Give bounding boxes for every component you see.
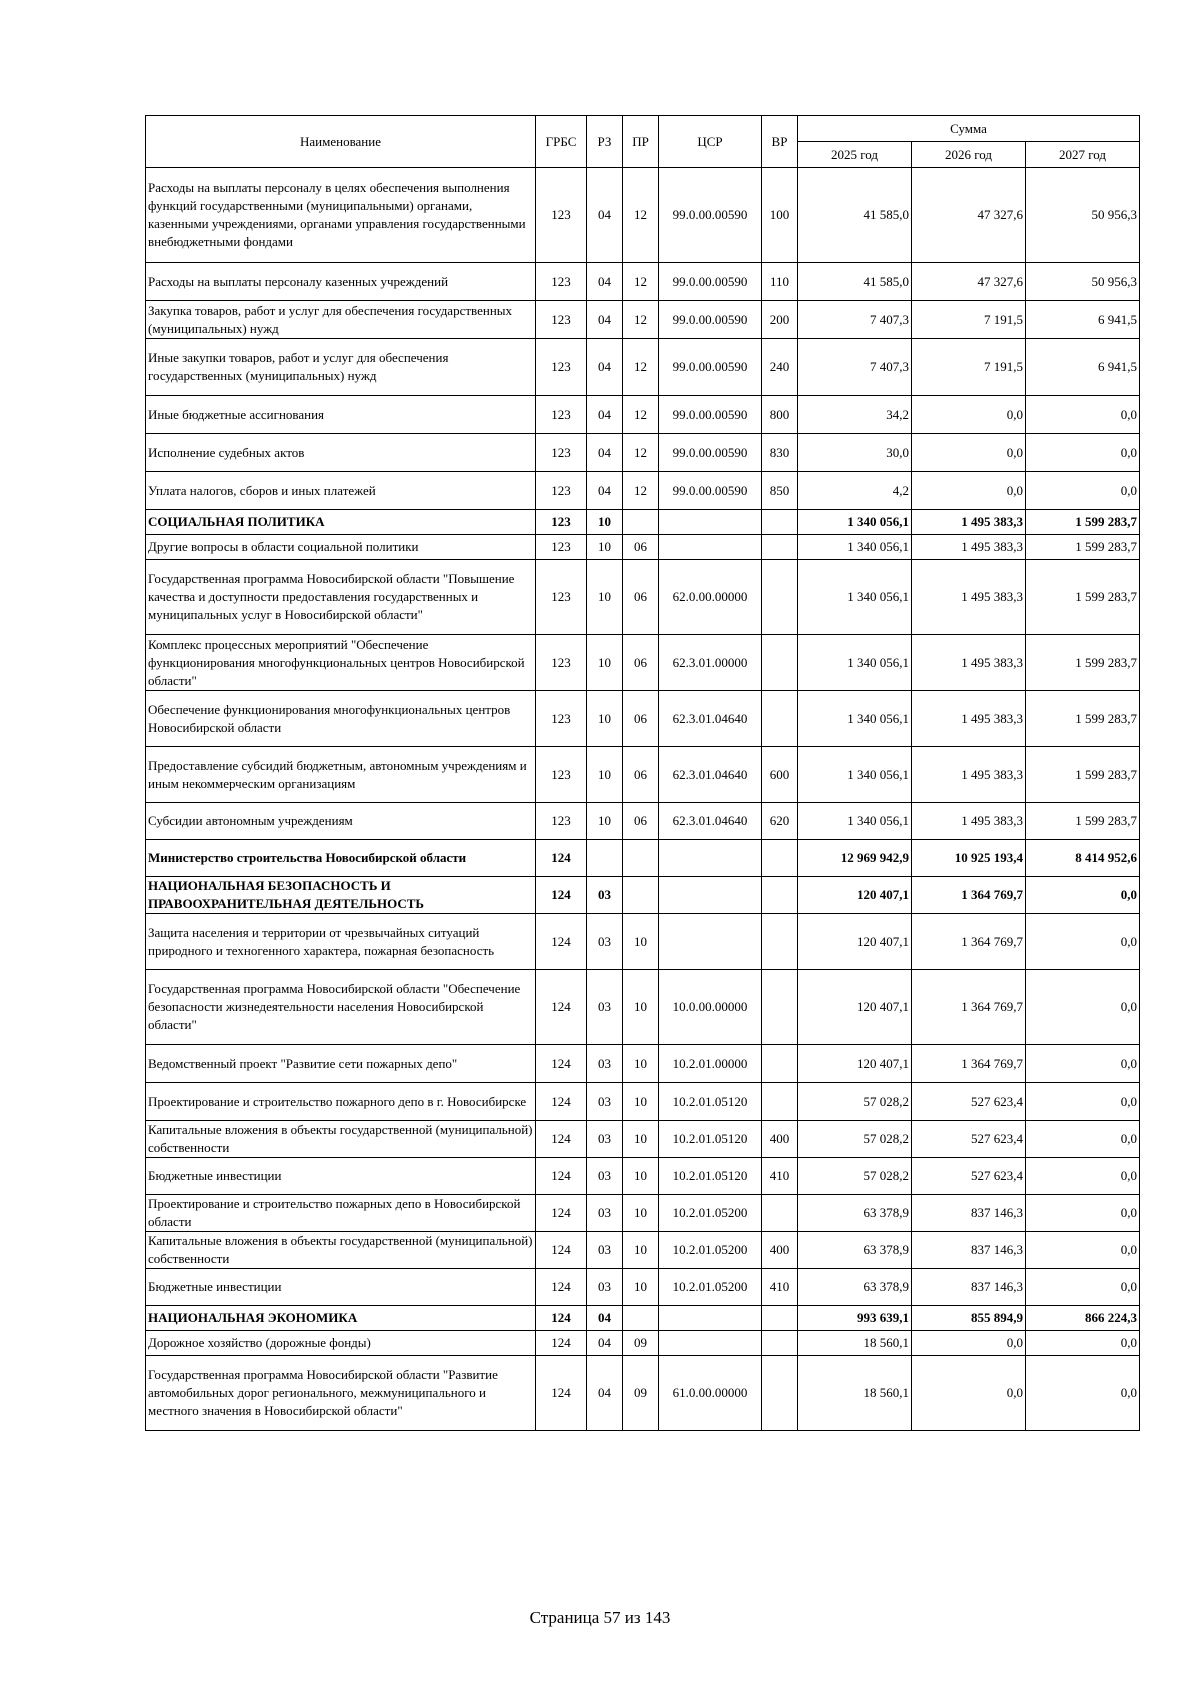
cell-csr: 10.2.01.05120	[659, 1083, 762, 1121]
cell-vr: 830	[762, 434, 798, 472]
cell-2026: 1 364 769,7	[912, 1045, 1026, 1083]
table-row	[146, 301, 1140, 339]
cell-rz: 04	[587, 472, 623, 510]
cell-vr	[762, 1083, 798, 1121]
cell-name: Государственная программа Новосибирской области "Повышение качества и доступности предоставления государственных и муниципальных услуг в Новосибирской области"	[146, 560, 536, 635]
cell-2026: 837 146,3	[912, 1232, 1026, 1269]
cell-2026: 1 495 383,3	[912, 535, 1026, 560]
cell-vr	[762, 510, 798, 535]
cell-grbs: 124	[536, 1269, 587, 1306]
cell-2027: 6 941,5	[1026, 339, 1140, 396]
cell-rz: 10	[587, 535, 623, 560]
cell-2025: 63 378,9	[798, 1195, 912, 1232]
cell-grbs: 123	[536, 803, 587, 840]
cell-2026: 837 146,3	[912, 1269, 1026, 1306]
cell-grbs: 124	[536, 1158, 587, 1195]
cell-2027: 1 599 283,7	[1026, 803, 1140, 840]
cell-2026: 1 364 769,7	[912, 970, 1026, 1045]
cell-2027: 50 956,3	[1026, 168, 1140, 263]
cell-vr: 100	[762, 168, 798, 263]
table-row	[146, 1331, 1140, 1356]
cell-pr: 12	[623, 168, 659, 263]
cell-2027: 0,0	[1026, 914, 1140, 970]
cell-csr	[659, 535, 762, 560]
cell-2026: 527 623,4	[912, 1158, 1026, 1195]
cell-2027: 50 956,3	[1026, 263, 1140, 301]
cell-csr: 99.0.00.00590	[659, 263, 762, 301]
cell-rz: 03	[587, 970, 623, 1045]
cell-pr: 10	[623, 1158, 659, 1195]
cell-grbs: 124	[536, 914, 587, 970]
cell-csr: 10.2.01.05200	[659, 1232, 762, 1269]
cell-grbs: 124	[536, 840, 587, 877]
cell-2025: 1 340 056,1	[798, 747, 912, 803]
cell-2025: 1 340 056,1	[798, 803, 912, 840]
cell-2027: 0,0	[1026, 1356, 1140, 1431]
cell-2027: 0,0	[1026, 1158, 1140, 1195]
table-row	[146, 1045, 1140, 1083]
cell-csr: 99.0.00.00590	[659, 301, 762, 339]
cell-grbs: 123	[536, 560, 587, 635]
cell-2026: 855 894,9	[912, 1306, 1026, 1331]
cell-name: Государственная программа Новосибирской области "Обеспечение безопасности жизнедеятельности населения Новосибирской области"	[146, 970, 536, 1045]
cell-rz: 10	[587, 691, 623, 747]
cell-csr	[659, 1331, 762, 1356]
cell-vr	[762, 1045, 798, 1083]
cell-grbs: 124	[536, 1195, 587, 1232]
cell-2027: 1 599 283,7	[1026, 560, 1140, 635]
cell-grbs: 124	[536, 1356, 587, 1431]
cell-2027: 6 941,5	[1026, 301, 1140, 339]
page-number: Страница 57 из 143	[529, 1608, 671, 1627]
budget-table	[145, 115, 1140, 1431]
cell-rz: 04	[587, 168, 623, 263]
cell-vr	[762, 877, 798, 914]
cell-vr: 800	[762, 396, 798, 434]
cell-vr	[762, 1356, 798, 1431]
table-row	[146, 535, 1140, 560]
cell-csr	[659, 840, 762, 877]
cell-2026: 0,0	[912, 396, 1026, 434]
cell-vr: 600	[762, 747, 798, 803]
table-row	[146, 914, 1140, 970]
cell-2027: 1 599 283,7	[1026, 535, 1140, 560]
cell-2027: 0,0	[1026, 1331, 1140, 1356]
table-row	[146, 1232, 1140, 1269]
cell-2027: 0,0	[1026, 396, 1140, 434]
table-row	[146, 263, 1140, 301]
cell-csr	[659, 914, 762, 970]
cell-2027: 0,0	[1026, 1121, 1140, 1158]
cell-name: Расходы на выплаты персоналу казенных учреждений	[146, 263, 536, 301]
cell-2025: 1 340 056,1	[798, 635, 912, 691]
cell-grbs: 123	[536, 691, 587, 747]
cell-2027: 1 599 283,7	[1026, 691, 1140, 747]
cell-pr: 06	[623, 747, 659, 803]
cell-csr: 99.0.00.00590	[659, 168, 762, 263]
cell-2025: 1 340 056,1	[798, 510, 912, 535]
cell-pr: 10	[623, 1195, 659, 1232]
cell-pr: 10	[623, 1083, 659, 1121]
cell-pr	[623, 840, 659, 877]
table-row	[146, 747, 1140, 803]
cell-2026: 1 495 383,3	[912, 803, 1026, 840]
cell-vr	[762, 635, 798, 691]
cell-2026: 0,0	[912, 1331, 1026, 1356]
cell-name: Исполнение судебных актов	[146, 434, 536, 472]
table-row	[146, 1121, 1140, 1158]
cell-name: Ведомственный проект "Развитие сети пожарных депо"	[146, 1045, 536, 1083]
cell-vr	[762, 970, 798, 1045]
cell-vr: 400	[762, 1121, 798, 1158]
cell-rz: 03	[587, 1121, 623, 1158]
cell-csr: 62.3.01.04640	[659, 691, 762, 747]
table-row	[146, 1083, 1140, 1121]
cell-rz: 04	[587, 1306, 623, 1331]
cell-2026: 527 623,4	[912, 1121, 1026, 1158]
table-row	[146, 434, 1140, 472]
table-row	[146, 396, 1140, 434]
cell-2026: 10 925 193,4	[912, 840, 1026, 877]
cell-2025: 120 407,1	[798, 877, 912, 914]
cell-csr: 10.2.01.05120	[659, 1121, 762, 1158]
table-row	[146, 877, 1140, 914]
cell-pr	[623, 1306, 659, 1331]
cell-2026: 1 364 769,7	[912, 877, 1026, 914]
cell-rz: 04	[587, 434, 623, 472]
cell-name: Обеспечение функционирования многофункциональных центров Новосибирской области	[146, 691, 536, 747]
cell-2026: 837 146,3	[912, 1195, 1026, 1232]
cell-vr: 850	[762, 472, 798, 510]
cell-csr	[659, 877, 762, 914]
cell-2025: 57 028,2	[798, 1083, 912, 1121]
cell-vr	[762, 560, 798, 635]
cell-vr	[762, 840, 798, 877]
cell-csr: 10.0.00.00000	[659, 970, 762, 1045]
cell-2027: 1 599 283,7	[1026, 510, 1140, 535]
cell-grbs: 124	[536, 877, 587, 914]
cell-grbs: 124	[536, 1045, 587, 1083]
table-row	[146, 339, 1140, 396]
cell-2026: 7 191,5	[912, 339, 1026, 396]
table-row	[146, 510, 1140, 535]
cell-name: Бюджетные инвестиции	[146, 1158, 536, 1195]
cell-name: Дорожное хозяйство (дорожные фонды)	[146, 1331, 536, 1356]
cell-2026: 1 364 769,7	[912, 914, 1026, 970]
cell-2025: 7 407,3	[798, 339, 912, 396]
cell-2025: 63 378,9	[798, 1269, 912, 1306]
cell-vr: 200	[762, 301, 798, 339]
cell-2025: 18 560,1	[798, 1356, 912, 1431]
cell-2025: 120 407,1	[798, 970, 912, 1045]
cell-csr: 10.2.01.00000	[659, 1045, 762, 1083]
cell-2027: 8 414 952,6	[1026, 840, 1140, 877]
cell-rz: 10	[587, 510, 623, 535]
table-row	[146, 560, 1140, 635]
cell-2025: 120 407,1	[798, 1045, 912, 1083]
cell-csr: 99.0.00.00590	[659, 339, 762, 396]
cell-pr: 06	[623, 535, 659, 560]
cell-pr: 06	[623, 691, 659, 747]
cell-name: Уплата налогов, сборов и иных платежей	[146, 472, 536, 510]
cell-2027: 0,0	[1026, 1083, 1140, 1121]
header-grbs: ГРБС	[536, 116, 587, 168]
cell-grbs: 123	[536, 263, 587, 301]
cell-csr: 99.0.00.00590	[659, 434, 762, 472]
cell-rz: 04	[587, 1331, 623, 1356]
cell-vr	[762, 535, 798, 560]
table-row	[146, 803, 1140, 840]
cell-rz: 03	[587, 914, 623, 970]
cell-vr	[762, 1195, 798, 1232]
header-year-2026: 2026 год	[912, 142, 1026, 168]
cell-2025: 18 560,1	[798, 1331, 912, 1356]
header-csr: ЦСР	[659, 116, 762, 168]
cell-pr: 10	[623, 1121, 659, 1158]
cell-grbs: 124	[536, 1306, 587, 1331]
cell-grbs: 124	[536, 1232, 587, 1269]
cell-vr	[762, 1306, 798, 1331]
cell-rz: 03	[587, 877, 623, 914]
cell-name: Министерство строительства Новосибирской области	[146, 840, 536, 877]
cell-2027: 0,0	[1026, 1269, 1140, 1306]
cell-grbs: 123	[536, 510, 587, 535]
cell-grbs: 124	[536, 970, 587, 1045]
cell-2027: 0,0	[1026, 1045, 1140, 1083]
cell-rz: 03	[587, 1083, 623, 1121]
cell-name: Закупка товаров, работ и услуг для обеспечения государственных (муниципальных) нужд	[146, 301, 536, 339]
cell-vr: 240	[762, 339, 798, 396]
cell-2026: 0,0	[912, 434, 1026, 472]
cell-grbs: 123	[536, 168, 587, 263]
cell-csr: 62.3.01.00000	[659, 635, 762, 691]
cell-rz: 03	[587, 1269, 623, 1306]
cell-2025: 4,2	[798, 472, 912, 510]
cell-pr	[623, 877, 659, 914]
cell-pr: 12	[623, 263, 659, 301]
cell-name: Бюджетные инвестиции	[146, 1269, 536, 1306]
cell-2027: 0,0	[1026, 1232, 1140, 1269]
cell-grbs: 123	[536, 635, 587, 691]
cell-rz: 03	[587, 1045, 623, 1083]
cell-vr: 400	[762, 1232, 798, 1269]
cell-rz: 10	[587, 635, 623, 691]
cell-name: Проектирование и строительство пожарного депо в г. Новосибирске	[146, 1083, 536, 1121]
cell-name: Комплекс процессных мероприятий "Обеспечение функционирования многофункциональных центров Новосибирской области"	[146, 635, 536, 691]
table-row	[146, 168, 1140, 263]
cell-2026: 1 495 383,3	[912, 691, 1026, 747]
cell-vr: 620	[762, 803, 798, 840]
cell-2025: 7 407,3	[798, 301, 912, 339]
cell-csr: 99.0.00.00590	[659, 396, 762, 434]
cell-vr	[762, 691, 798, 747]
cell-csr	[659, 1306, 762, 1331]
table-row	[146, 1356, 1140, 1431]
cell-2026: 0,0	[912, 1356, 1026, 1431]
table-row	[146, 635, 1140, 691]
cell-pr: 12	[623, 434, 659, 472]
cell-rz: 10	[587, 747, 623, 803]
cell-2025: 1 340 056,1	[798, 691, 912, 747]
cell-pr: 06	[623, 635, 659, 691]
cell-2026: 1 495 383,3	[912, 560, 1026, 635]
cell-pr: 10	[623, 1269, 659, 1306]
cell-rz: 03	[587, 1232, 623, 1269]
table-row	[146, 472, 1140, 510]
header-year-2025: 2025 год	[798, 142, 912, 168]
cell-2027: 0,0	[1026, 472, 1140, 510]
cell-rz: 04	[587, 1356, 623, 1431]
cell-grbs: 123	[536, 472, 587, 510]
cell-name: Предоставление субсидий бюджетным, автономным учреждениям и иным некоммерческим организациям	[146, 747, 536, 803]
cell-2026: 0,0	[912, 472, 1026, 510]
cell-pr: 09	[623, 1331, 659, 1356]
table-row	[146, 840, 1140, 877]
cell-rz	[587, 840, 623, 877]
cell-name: СОЦИАЛЬНАЯ ПОЛИТИКА	[146, 510, 536, 535]
cell-rz: 03	[587, 1158, 623, 1195]
cell-2027: 0,0	[1026, 970, 1140, 1045]
cell-2026: 7 191,5	[912, 301, 1026, 339]
cell-pr: 10	[623, 1232, 659, 1269]
cell-2027: 1 599 283,7	[1026, 635, 1140, 691]
cell-2025: 57 028,2	[798, 1121, 912, 1158]
cell-2025: 1 340 056,1	[798, 560, 912, 635]
cell-rz: 03	[587, 1195, 623, 1232]
cell-csr: 10.2.01.05200	[659, 1195, 762, 1232]
cell-rz: 04	[587, 339, 623, 396]
cell-2025: 41 585,0	[798, 263, 912, 301]
table-row	[146, 691, 1140, 747]
cell-rz: 10	[587, 803, 623, 840]
cell-pr: 10	[623, 1045, 659, 1083]
cell-2026: 527 623,4	[912, 1083, 1026, 1121]
cell-grbs: 124	[536, 1121, 587, 1158]
cell-2025: 12 969 942,9	[798, 840, 912, 877]
header-rz: РЗ	[587, 116, 623, 168]
cell-pr: 09	[623, 1356, 659, 1431]
cell-name: Защита населения и территории от чрезвычайных ситуаций природного и техногенного характера, пожарная безопасность	[146, 914, 536, 970]
cell-2027: 0,0	[1026, 877, 1140, 914]
header-name: Наименование	[146, 116, 536, 168]
cell-csr: 62.3.01.04640	[659, 747, 762, 803]
cell-name: Капитальные вложения в объекты государственной (муниципальной) собственности	[146, 1232, 536, 1269]
cell-2026: 1 495 383,3	[912, 747, 1026, 803]
cell-2025: 41 585,0	[798, 168, 912, 263]
cell-2027: 0,0	[1026, 1195, 1140, 1232]
header-sum: Сумма	[798, 116, 1140, 142]
cell-2025: 30,0	[798, 434, 912, 472]
cell-name: Другие вопросы в области социальной политики	[146, 535, 536, 560]
cell-2025: 1 340 056,1	[798, 535, 912, 560]
cell-vr: 110	[762, 263, 798, 301]
cell-csr: 62.3.01.04640	[659, 803, 762, 840]
cell-2025: 120 407,1	[798, 914, 912, 970]
table-row	[146, 970, 1140, 1045]
cell-2026: 47 327,6	[912, 263, 1026, 301]
cell-pr	[623, 510, 659, 535]
table-body	[146, 168, 1140, 1431]
cell-vr: 410	[762, 1158, 798, 1195]
cell-2025: 34,2	[798, 396, 912, 434]
cell-pr: 12	[623, 472, 659, 510]
cell-name: НАЦИОНАЛЬНАЯ БЕЗОПАСНОСТЬ И ПРАВООХРАНИТЕЛЬНАЯ ДЕЯТЕЛЬНОСТЬ	[146, 877, 536, 914]
cell-pr: 10	[623, 914, 659, 970]
cell-pr: 12	[623, 396, 659, 434]
cell-csr: 10.2.01.05200	[659, 1269, 762, 1306]
cell-2025: 57 028,2	[798, 1158, 912, 1195]
cell-2026: 47 327,6	[912, 168, 1026, 263]
cell-2026: 1 495 383,3	[912, 635, 1026, 691]
cell-pr: 12	[623, 301, 659, 339]
cell-name: Государственная программа Новосибирской области "Развитие автомобильных дорог регионального, межмуниципального и местного значения в Новосибирской области"	[146, 1356, 536, 1431]
header-pr: ПР	[623, 116, 659, 168]
cell-2027: 0,0	[1026, 434, 1140, 472]
cell-2025: 993 639,1	[798, 1306, 912, 1331]
cell-rz: 10	[587, 560, 623, 635]
cell-rz: 04	[587, 396, 623, 434]
cell-grbs: 124	[536, 1331, 587, 1356]
table-row	[146, 1269, 1140, 1306]
cell-2027: 866 224,3	[1026, 1306, 1140, 1331]
cell-pr: 06	[623, 803, 659, 840]
header-year-2027: 2027 год	[1026, 142, 1140, 168]
cell-rz: 04	[587, 263, 623, 301]
cell-csr	[659, 510, 762, 535]
cell-name: Проектирование и строительство пожарных депо в Новосибирской области	[146, 1195, 536, 1232]
cell-name: Иные бюджетные ассигнования	[146, 396, 536, 434]
cell-csr: 10.2.01.05120	[659, 1158, 762, 1195]
cell-grbs: 124	[536, 1083, 587, 1121]
table-row	[146, 1195, 1140, 1232]
cell-name: Капитальные вложения в объекты государственной (муниципальной) собственности	[146, 1121, 536, 1158]
cell-pr: 06	[623, 560, 659, 635]
cell-pr: 10	[623, 970, 659, 1045]
cell-grbs: 123	[536, 396, 587, 434]
cell-csr: 99.0.00.00590	[659, 472, 762, 510]
cell-2026: 1 495 383,3	[912, 510, 1026, 535]
cell-vr	[762, 1331, 798, 1356]
cell-name: Субсидии автономным учреждениям	[146, 803, 536, 840]
table-row	[146, 1158, 1140, 1195]
cell-grbs: 123	[536, 434, 587, 472]
cell-csr: 61.0.00.00000	[659, 1356, 762, 1431]
cell-csr: 62.0.00.00000	[659, 560, 762, 635]
cell-vr	[762, 914, 798, 970]
cell-name: НАЦИОНАЛЬНАЯ ЭКОНОМИКА	[146, 1306, 536, 1331]
cell-rz: 04	[587, 301, 623, 339]
cell-grbs: 123	[536, 339, 587, 396]
cell-pr: 12	[623, 339, 659, 396]
cell-grbs: 123	[536, 535, 587, 560]
cell-grbs: 123	[536, 747, 587, 803]
header-vr: ВР	[762, 116, 798, 168]
table-row	[146, 1306, 1140, 1331]
cell-grbs: 123	[536, 301, 587, 339]
cell-2025: 63 378,9	[798, 1232, 912, 1269]
cell-name: Расходы на выплаты персоналу в целях обеспечения выполнения функций государственными (муниципальными) органами, казенными учреждениями, органами управления государственными внебюджетными фондами	[146, 168, 536, 263]
cell-2027: 1 599 283,7	[1026, 747, 1140, 803]
cell-name: Иные закупки товаров, работ и услуг для обеспечения государственных (муниципальных) нужд	[146, 339, 536, 396]
cell-vr: 410	[762, 1269, 798, 1306]
